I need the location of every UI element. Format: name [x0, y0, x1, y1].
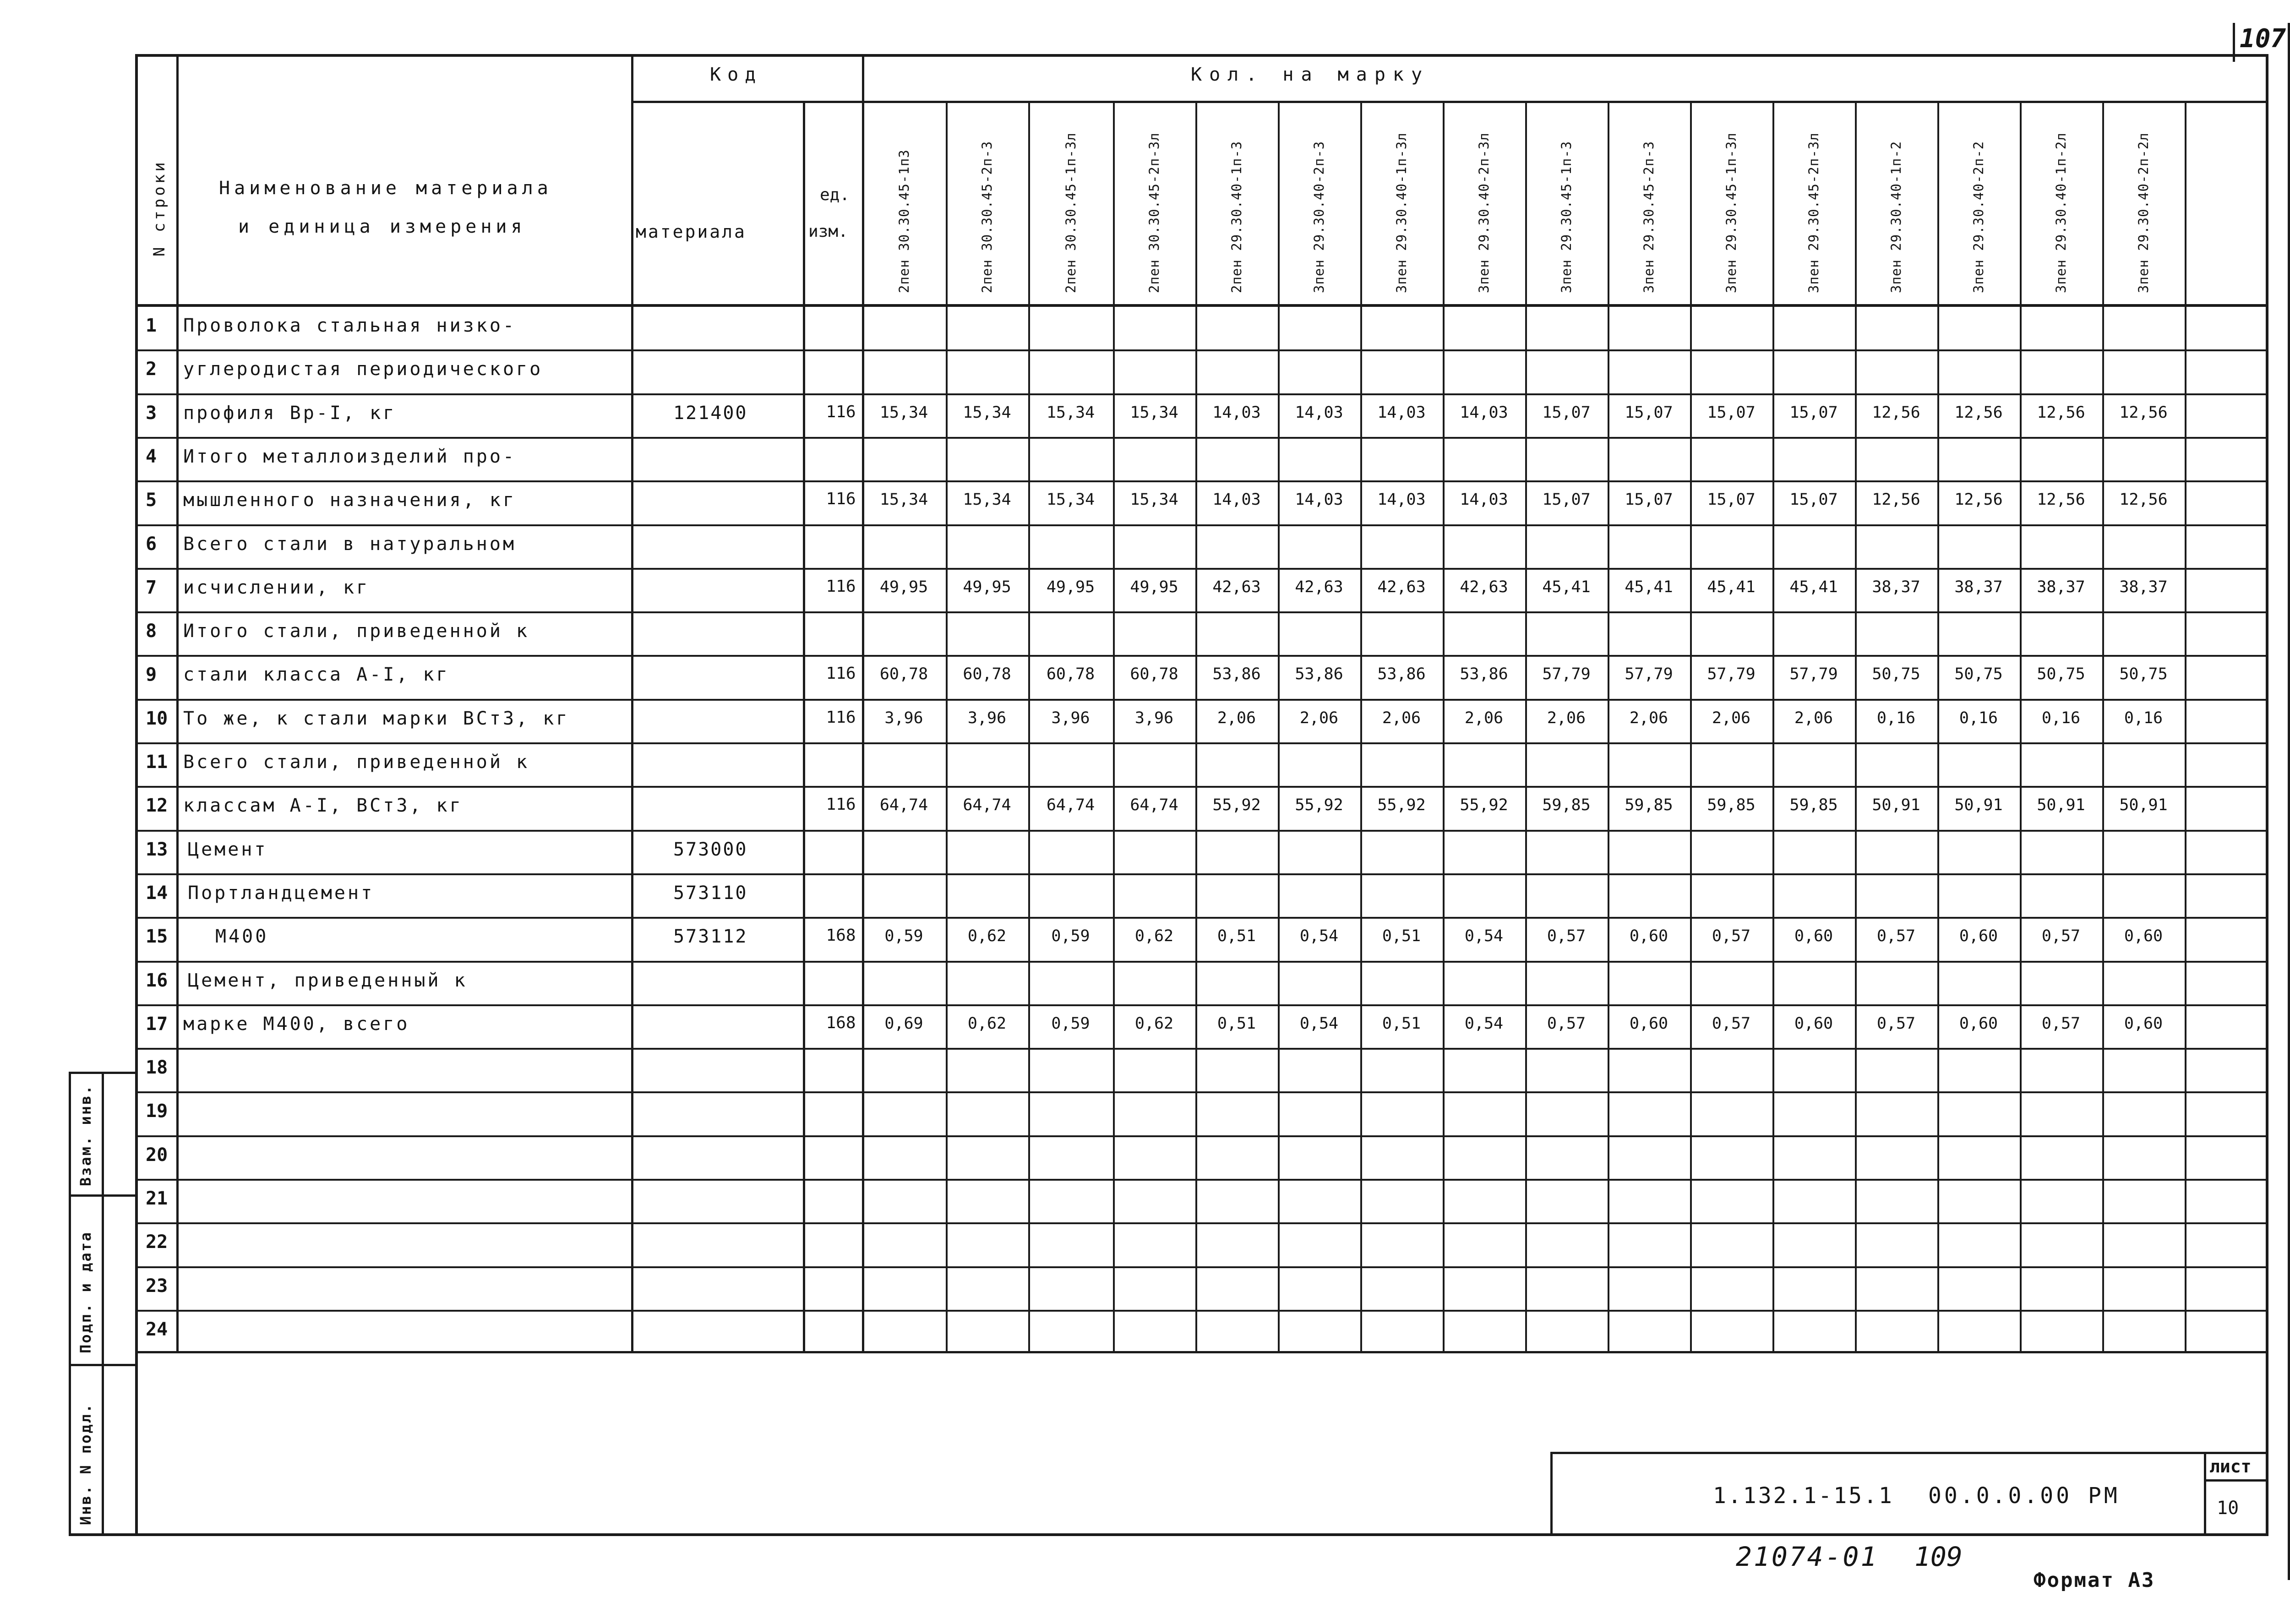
unit-code: 116 — [826, 577, 856, 596]
qty-cell: 55,92 — [1460, 796, 1508, 815]
qty-cell: 0,62 — [967, 1014, 1007, 1033]
qty-cell: 0,69 — [884, 1014, 923, 1033]
header-sub-line — [631, 101, 2268, 103]
unit-code: 168 — [826, 926, 856, 945]
qty-cell: 50,91 — [1954, 796, 2003, 815]
qty-cell: 14,03 — [1295, 403, 1343, 422]
qty-cell: 57,79 — [1789, 665, 1838, 684]
qty-cell: 15,07 — [1542, 490, 1591, 509]
mark-header-15: 3пен 29.30.40-1п-2л — [2053, 132, 2069, 293]
frame-top-line — [135, 54, 2268, 57]
qty-cell: 64,74 — [1130, 796, 1178, 815]
mark-header-6: 3пен 29.30.40-2п-3 — [1311, 141, 1327, 293]
unit-code: 116 — [826, 402, 856, 421]
qty-cell: 0,60 — [1629, 1014, 1668, 1033]
row-name: Проволока стальная низко- — [183, 315, 517, 336]
stamp-top — [69, 1072, 135, 1074]
qty-cell: 12,56 — [1954, 403, 2003, 422]
qty-cell: 15,07 — [1542, 403, 1591, 422]
stamp-sign-date: Подп. и дата — [77, 1231, 94, 1353]
titleblock-top — [1550, 1452, 2268, 1454]
qty-cell: 0,59 — [1051, 927, 1090, 946]
qty-cell: 15,07 — [1789, 490, 1838, 509]
qty-cell: 42,63 — [1212, 578, 1261, 596]
frame-bottom-line — [69, 1533, 2268, 1536]
qty-cell: 2,06 — [1794, 708, 1833, 727]
qty-cell: 12,56 — [1954, 490, 2003, 509]
header-bottom-line — [135, 304, 2268, 307]
qty-cell: 53,86 — [1460, 665, 1508, 684]
qty-cell: 59,85 — [1625, 796, 1673, 815]
header-row-number: N строки — [150, 159, 169, 256]
row-line-12 — [135, 786, 2268, 788]
sheet-corner-number: 107 — [2240, 24, 2286, 54]
row-line-24 — [135, 1310, 2268, 1312]
qty-cell: 0,16 — [1959, 708, 1998, 727]
qty-cell: 0,62 — [967, 927, 1007, 946]
qty-cell: 15,34 — [1130, 490, 1178, 509]
col-line-rowno — [176, 54, 179, 1353]
qty-cell: 45,41 — [1542, 578, 1591, 596]
qty-cell: 42,63 — [1377, 578, 1426, 596]
header-name-line1: Наименование материала — [219, 178, 552, 199]
unit-code: 168 — [826, 1013, 856, 1032]
unit-code: 116 — [826, 795, 856, 814]
row-number: 15 — [146, 926, 168, 948]
titleblock-sheet-div — [2204, 1479, 2268, 1482]
qty-cell: 2,06 — [1299, 708, 1339, 727]
qty-cell: 50,91 — [2119, 796, 2168, 815]
qty-cell: 50,75 — [1954, 665, 2003, 684]
header-unit-line1: ед. — [820, 185, 850, 204]
qty-cell: 64,74 — [963, 796, 1011, 815]
qty-cell: 14,03 — [1377, 403, 1426, 422]
qty-cell: 15,34 — [963, 490, 1011, 509]
doc-suffix: 00.0.0.00 РМ — [1928, 1483, 2120, 1509]
mark-header-12: 3пен 29.30.45-2п-3л — [1806, 132, 1821, 293]
material-code: 573000 — [673, 839, 748, 860]
qty-cell: 0,57 — [2041, 927, 2081, 946]
mark-header-14: 3пен 29.30.40-2п-2 — [1971, 141, 1986, 293]
qty-cell: 49,95 — [879, 578, 928, 596]
row-number: 6 — [146, 533, 157, 555]
qty-cell: 0,62 — [1134, 927, 1174, 946]
qty-cell: 12,56 — [2119, 490, 2168, 509]
row-line-3 — [135, 393, 2268, 395]
row-number: 22 — [146, 1232, 168, 1253]
titleblock-sheet-left — [2204, 1452, 2206, 1536]
qty-cell: 12,56 — [2119, 403, 2168, 422]
qty-cell: 64,74 — [1046, 796, 1095, 815]
row-line-13 — [135, 830, 2268, 832]
row-number: 1 — [146, 315, 157, 336]
qty-cell: 15,07 — [1625, 490, 1673, 509]
row-number: 3 — [146, 402, 157, 424]
qty-cell: 57,79 — [1625, 665, 1673, 684]
row-line-11 — [135, 742, 2268, 744]
qty-cell: 12,56 — [1872, 490, 1920, 509]
qty-cell: 0,60 — [2124, 927, 2163, 946]
row-name: Всего стали в натуральном — [183, 533, 517, 555]
header-name-line2: и единица измерения — [238, 216, 526, 237]
qty-cell: 14,03 — [1460, 403, 1508, 422]
qty-cell: 59,85 — [1789, 796, 1838, 815]
qty-cell: 55,92 — [1295, 796, 1343, 815]
row-line-20 — [135, 1135, 2268, 1137]
row-name: мышленного назначения, кг — [183, 490, 517, 511]
row-line-9 — [135, 655, 2268, 657]
mark-header-16: 3пен 29.30.40-2п-2л — [2136, 132, 2151, 293]
qty-cell: 42,63 — [1295, 578, 1343, 596]
qty-cell: 2,06 — [1464, 708, 1504, 727]
qty-cell: 0,51 — [1382, 927, 1421, 946]
row-name: классам А-I, ВСт3, кг — [183, 795, 463, 817]
stamp-div-1 — [69, 1194, 135, 1197]
qty-cell: 12,56 — [2037, 490, 2085, 509]
frame-left-line — [135, 54, 138, 1536]
format-label: Формат А3 — [2034, 1569, 2155, 1592]
qty-cell: 50,75 — [1872, 665, 1920, 684]
qty-cell: 0,59 — [884, 927, 923, 946]
sheet-number: 10 — [2217, 1498, 2239, 1519]
stamp-outer-left — [69, 1072, 71, 1536]
qty-cell: 0,51 — [1382, 1014, 1421, 1033]
qty-cell: 2,06 — [1629, 708, 1668, 727]
qty-cell: 14,03 — [1212, 403, 1261, 422]
qty-cell: 60,78 — [1046, 665, 1095, 684]
qty-cell: 2,06 — [1712, 708, 1751, 727]
mark-header-4: 2пен 30.30.45-2п-3л — [1146, 132, 1162, 293]
header-code: Код — [710, 64, 763, 85]
qty-cell: 14,03 — [1295, 490, 1343, 509]
qty-cell: 60,78 — [1130, 665, 1178, 684]
row-number: 12 — [146, 795, 168, 817]
qty-cell: 0,59 — [1051, 1014, 1090, 1033]
unit-code: 116 — [826, 664, 856, 683]
qty-cell: 38,37 — [1954, 578, 2003, 596]
qty-cell: 0,57 — [1547, 1014, 1586, 1033]
qty-cell: 15,07 — [1707, 490, 1756, 509]
row-name: исчислении, кг — [183, 577, 370, 598]
qty-cell: 14,03 — [1460, 490, 1508, 509]
row-line-8 — [135, 611, 2268, 613]
qty-cell: 0,16 — [1876, 708, 1916, 727]
qty-cell: 0,60 — [2124, 1014, 2163, 1033]
qty-cell: 0,62 — [1134, 1014, 1174, 1033]
row-line-16 — [135, 961, 2268, 963]
col-line-unit — [862, 54, 864, 1353]
row-line-22 — [135, 1222, 2268, 1224]
row-number: 7 — [146, 577, 157, 598]
qty-cell: 64,74 — [879, 796, 928, 815]
qty-cell: 53,86 — [1295, 665, 1343, 684]
qty-cell: 50,91 — [1872, 796, 1920, 815]
page-number: 109 — [1914, 1541, 1963, 1572]
row-name: Итого стали, приведенной к — [183, 621, 530, 642]
qty-cell: 15,07 — [1625, 403, 1673, 422]
qty-cell: 0,60 — [1794, 927, 1833, 946]
stamp-inventory-original: Инв. N подл. — [77, 1402, 94, 1525]
stamp-exchange-inventory: Взам. инв. — [77, 1084, 94, 1186]
row-number: 5 — [146, 490, 157, 511]
header-unit-line2: изм. — [808, 222, 848, 241]
qty-cell: 0,54 — [1464, 1014, 1504, 1033]
qty-cell: 3,96 — [884, 708, 923, 727]
qty-cell: 3,96 — [1134, 708, 1174, 727]
col-line-mark-16 — [2185, 101, 2186, 1353]
row-number: 9 — [146, 664, 157, 686]
qty-cell: 45,41 — [1625, 578, 1673, 596]
qty-cell: 0,54 — [1464, 927, 1504, 946]
row-number: 17 — [146, 1013, 168, 1035]
row-line-5 — [135, 480, 2268, 482]
mark-header-5: 2пен 29.30.40-1п-3 — [1229, 141, 1244, 293]
qty-cell: 0,51 — [1217, 1014, 1256, 1033]
row-name: марке М400, всего — [183, 1013, 410, 1035]
sheet-label: лист — [2209, 1456, 2252, 1477]
corner-mark-right — [2288, 23, 2290, 1580]
mark-header-8: 3пен 29.30.40-2п-3л — [1476, 132, 1492, 293]
row-line-4 — [135, 437, 2268, 439]
col-line-name — [631, 54, 633, 1353]
row-name: Портландцемент — [188, 882, 375, 904]
qty-cell: 49,95 — [1130, 578, 1178, 596]
mark-header-11: 3пен 29.30.45-1п-3л — [1723, 132, 1739, 293]
qty-cell: 50,91 — [2037, 796, 2085, 815]
qty-cell: 0,16 — [2124, 708, 2163, 727]
mark-header-2: 2пен 30.30.45-2п-3 — [979, 141, 995, 293]
row-line-14 — [135, 873, 2268, 875]
row-number: 14 — [146, 882, 168, 904]
qty-cell: 45,41 — [1707, 578, 1756, 596]
row-number: 21 — [146, 1188, 168, 1209]
mark-header-1: 2пен 30.30.45-1п3 — [896, 149, 912, 293]
qty-cell: 3,96 — [967, 708, 1007, 727]
qty-cell: 0,16 — [2041, 708, 2081, 727]
row-name: Цемент, приведенный к — [188, 970, 468, 991]
table-bottom-line — [135, 1351, 2268, 1353]
row-name: углеродистая периодического — [183, 359, 543, 380]
row-name: профиля Вр-I, кг — [183, 402, 397, 424]
qty-cell: 14,03 — [1212, 490, 1261, 509]
qty-cell: 12,56 — [1872, 403, 1920, 422]
qty-cell: 15,07 — [1789, 403, 1838, 422]
row-name: Всего стали, приведенной к — [183, 752, 530, 773]
mark-header-3: 2пен 30.30.45-1п-3л — [1063, 132, 1079, 293]
row-number: 4 — [146, 446, 157, 467]
qty-cell: 0,57 — [2041, 1014, 2081, 1033]
row-line-10 — [135, 699, 2268, 701]
material-code: 573110 — [673, 882, 748, 904]
qty-cell: 0,54 — [1299, 1014, 1339, 1033]
qty-cell: 59,85 — [1707, 796, 1756, 815]
qty-cell: 38,37 — [2119, 578, 2168, 596]
qty-cell: 15,34 — [1046, 403, 1095, 422]
qty-cell: 15,34 — [879, 403, 928, 422]
frame-right-line — [2266, 54, 2268, 1536]
qty-cell: 0,60 — [1959, 1014, 1998, 1033]
row-number: 16 — [146, 970, 168, 991]
qty-cell: 0,60 — [1629, 927, 1668, 946]
row-line-18 — [135, 1048, 2268, 1050]
row-number: 23 — [146, 1275, 168, 1297]
qty-cell: 15,34 — [1046, 490, 1095, 509]
archive-number: 21074-01 — [1736, 1541, 1879, 1572]
qty-cell: 0,57 — [1876, 927, 1916, 946]
qty-cell: 2,06 — [1547, 708, 1586, 727]
row-number: 24 — [146, 1319, 168, 1340]
qty-cell: 55,92 — [1377, 796, 1426, 815]
qty-cell: 53,86 — [1212, 665, 1261, 684]
unit-code: 116 — [826, 708, 856, 727]
qty-cell: 55,92 — [1212, 796, 1261, 815]
row-name: стали класса А-I, кг — [183, 664, 450, 686]
qty-cell: 2,06 — [1382, 708, 1421, 727]
qty-cell: 15,34 — [1130, 403, 1178, 422]
qty-cell: 50,75 — [2037, 665, 2085, 684]
qty-cell: 15,34 — [963, 403, 1011, 422]
qty-cell: 12,56 — [2037, 403, 2085, 422]
qty-cell: 45,41 — [1789, 578, 1838, 596]
row-number: 2 — [146, 359, 157, 380]
qty-cell: 60,78 — [963, 665, 1011, 684]
qty-cell: 3,96 — [1051, 708, 1090, 727]
qty-cell: 0,60 — [1794, 1014, 1833, 1033]
qty-cell: 14,03 — [1377, 490, 1426, 509]
mark-header-10: 3пен 29.30.45-2п-3 — [1641, 141, 1657, 293]
row-number: 10 — [146, 708, 168, 729]
qty-cell: 57,79 — [1707, 665, 1756, 684]
qty-cell: 38,37 — [2037, 578, 2085, 596]
mark-header-9: 3пен 29.30.45-1п-3 — [1559, 141, 1574, 293]
qty-cell: 49,95 — [963, 578, 1011, 596]
qty-cell: 59,85 — [1542, 796, 1591, 815]
row-name: То же, к стали марки ВСт3, кг — [183, 708, 570, 729]
row-number: 20 — [146, 1144, 168, 1166]
qty-cell: 0,57 — [1712, 927, 1751, 946]
qty-cell: 0,60 — [1959, 927, 1998, 946]
doc-code: 1.132.1-15.1 — [1713, 1483, 1894, 1509]
mark-header-7: 3пен 29.30.40-1п-3л — [1394, 132, 1409, 293]
row-line-15 — [135, 917, 2268, 919]
row-number: 8 — [146, 621, 157, 642]
row-name: Итого металлоизделий про- — [183, 446, 517, 467]
qty-cell: 38,37 — [1872, 578, 1920, 596]
row-name: Цемент — [188, 839, 268, 860]
row-line-21 — [135, 1179, 2268, 1181]
row-line-7 — [135, 568, 2268, 570]
qty-cell: 60,78 — [879, 665, 928, 684]
row-number: 11 — [146, 752, 168, 773]
qty-cell: 15,34 — [879, 490, 928, 509]
row-line-2 — [135, 349, 2268, 351]
row-number: 18 — [146, 1057, 168, 1079]
header-code-material: материала — [636, 222, 747, 242]
qty-cell: 49,95 — [1046, 578, 1095, 596]
col-line-code — [803, 101, 805, 1353]
qty-cell: 0,57 — [1712, 1014, 1751, 1033]
material-code: 121400 — [673, 402, 748, 424]
stamp-inner-line — [102, 1072, 104, 1536]
row-number: 13 — [146, 839, 168, 860]
qty-cell: 2,06 — [1217, 708, 1256, 727]
corner-mark-left — [2233, 23, 2235, 62]
material-code: 573112 — [673, 926, 748, 948]
header-quantity-per-mark: Кол. на марку — [1191, 64, 1430, 85]
row-line-6 — [135, 524, 2268, 526]
qty-cell: 50,75 — [2119, 665, 2168, 684]
titleblock-left — [1550, 1452, 1553, 1536]
qty-cell: 53,86 — [1377, 665, 1426, 684]
qty-cell: 15,07 — [1707, 403, 1756, 422]
qty-cell: 42,63 — [1460, 578, 1508, 596]
qty-cell: 57,79 — [1542, 665, 1591, 684]
qty-cell: 0,57 — [1547, 927, 1586, 946]
row-number: 19 — [146, 1101, 168, 1122]
mark-header-13: 3пен 29.30.40-1п-2 — [1888, 141, 1904, 293]
row-line-19 — [135, 1091, 2268, 1093]
qty-cell: 0,51 — [1217, 927, 1256, 946]
row-line-17 — [135, 1004, 2268, 1006]
row-line-23 — [135, 1266, 2268, 1268]
stamp-div-2 — [69, 1364, 135, 1366]
row-name: М400 — [215, 926, 269, 948]
qty-cell: 0,57 — [1876, 1014, 1916, 1033]
unit-code: 116 — [826, 490, 856, 509]
qty-cell: 0,54 — [1299, 927, 1339, 946]
